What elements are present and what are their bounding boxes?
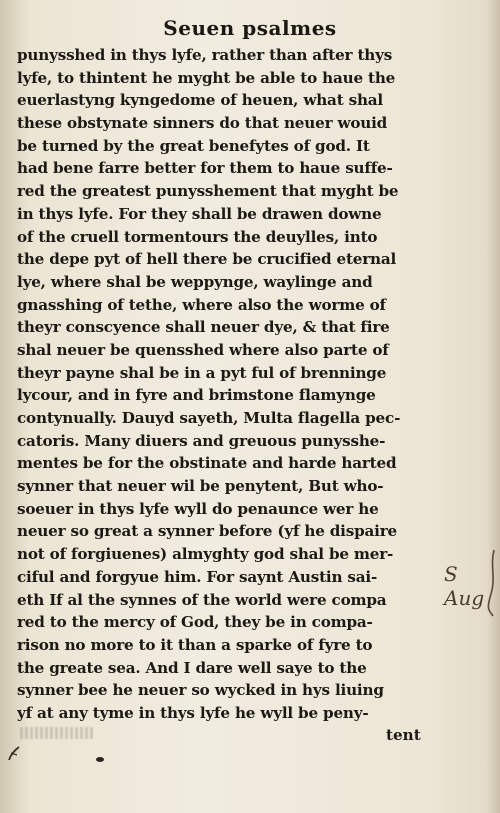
text-line: lye, where shal be weppynge, waylinge and <box>17 272 373 291</box>
faded-signature-mark <box>20 727 94 739</box>
page-edge-shadow <box>486 0 500 813</box>
text-line: red to the mercy of God, they be in compa- <box>17 613 373 632</box>
text-line: soeuer in thys lyfe wyll do penaunce wer he <box>17 499 379 518</box>
text-line: synner bee he neuer so wycked in hys liuing <box>17 681 384 700</box>
handwritten-margin-note: S Aug <box>444 562 485 610</box>
running-head: Seuen psalmes <box>163 16 337 40</box>
text-line: not of forgiuenes) almyghty god shal be mer- <box>17 545 394 564</box>
text-line: lycour, and in fyre and brimstone flamynge <box>17 386 376 405</box>
catchword: tent <box>386 726 421 744</box>
text-line: in thys lyfe. For they shall be drawen downe <box>17 204 382 223</box>
text-line: red the greatest punysshement that myght be <box>17 182 399 201</box>
text-line: synner that neuer wil be penytent, But who- <box>17 477 384 496</box>
text-line: these obstynate sinners do that neuer wouid <box>17 114 388 133</box>
text-line: gnasshing of tethe, where also the worme of <box>17 295 386 314</box>
ink-blot <box>96 757 104 762</box>
text-line: of the cruell tormentours the deuylles, into <box>17 227 378 246</box>
text-line: ciful and forgyue him. For saynt Austin sai- <box>17 567 378 586</box>
text-line: had bene farre better for them to haue suffe- <box>17 159 393 178</box>
text-line: yf at any tyme in thys lyfe he wyll be peny- <box>17 703 369 722</box>
text-line: catoris. Many diuers and greuous punysshe- <box>17 431 386 450</box>
text-line: euerlastyng kyngedome of heuen, what shal <box>17 91 383 110</box>
text-line: neuer so great a synner before (yf he dispaire <box>17 522 397 541</box>
text-line: the greate sea. And I dare well saye to the <box>17 658 367 677</box>
text-line: theyr conscyence shall neuer dye, & that fire <box>17 318 390 337</box>
text-line: rison no more to it than a sparke of fyre to <box>17 635 373 654</box>
text-line: mentes be for the obstinate and harde harted <box>17 454 397 473</box>
text-line: theyr payne shal be in a pyt ful of brenninge <box>17 363 387 382</box>
text-line: punysshed in thys lyfe, rather than after thys <box>17 46 393 64</box>
text-line: lyfe, to thintent he myght be able to haue the <box>17 68 396 87</box>
ink-mark <box>6 744 22 762</box>
text-line: eth If al the synnes of the world were compa <box>17 590 387 609</box>
text-line: the depe pyt of hell there be crucified eternal <box>17 250 397 269</box>
text-line: be turned by the great benefytes of god. It <box>17 136 370 155</box>
text-line: shal neuer be quensshed where also parte of <box>17 340 389 359</box>
text-block <box>17 44 447 725</box>
text-line: contynually. Dauyd sayeth, Multa flagella pec- <box>17 409 401 427</box>
